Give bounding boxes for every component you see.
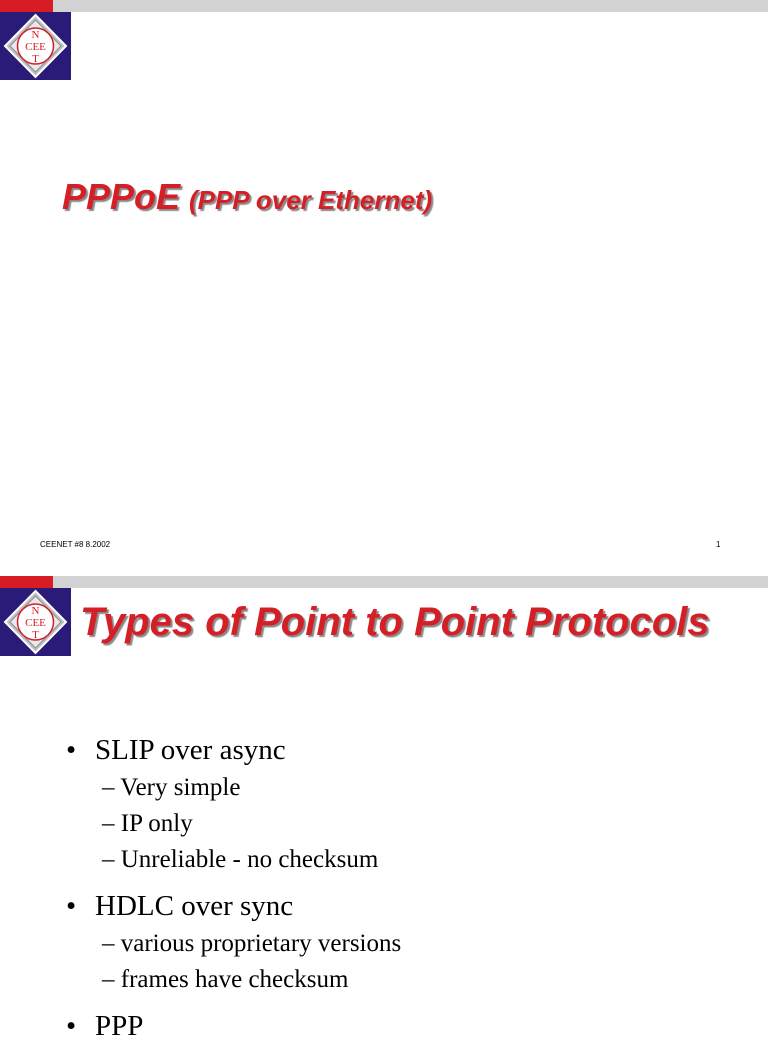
bullet-item bbox=[66, 732, 401, 878]
bullet-text: PPP bbox=[95, 1010, 144, 1042]
bullet-item bbox=[66, 888, 401, 998]
title-main: PPPoE bbox=[62, 176, 181, 217]
sub-bullet-item: – IP only bbox=[102, 810, 193, 837]
bullet-item bbox=[66, 1008, 401, 1044]
bullet-dot-icon: • bbox=[66, 734, 77, 766]
logo-emblem-icon bbox=[0, 12, 71, 80]
title-sub: (PPP over Ethernet) bbox=[188, 185, 433, 215]
sub-bullet-list bbox=[66, 926, 401, 998]
logo-letter-top: N bbox=[31, 605, 40, 617]
bullet-text: SLIP over async bbox=[95, 734, 286, 766]
logo-letter-middle: CEE bbox=[25, 41, 46, 53]
sub-bullet-item: – Unreliable - no checksum bbox=[102, 846, 379, 873]
footer-text: CEENET #8 8.2002 bbox=[40, 540, 111, 549]
top-bar-accent bbox=[0, 576, 53, 588]
ceenet-logo bbox=[0, 588, 71, 656]
ceenet-logo bbox=[0, 12, 71, 80]
sub-bullet-item: – various proprietary versions bbox=[102, 930, 402, 957]
page-number: 1 bbox=[716, 540, 721, 549]
logo-emblem-icon bbox=[0, 588, 71, 656]
bullet-list bbox=[66, 732, 401, 1044]
sub-bullet-list bbox=[66, 770, 401, 878]
slide-1-title bbox=[62, 176, 432, 218]
bullet-text: HDLC over sync bbox=[95, 890, 294, 922]
logo-letter-middle: CEE bbox=[25, 617, 46, 629]
top-bar bbox=[0, 576, 768, 588]
logo-letter-top: N bbox=[31, 29, 40, 41]
logo-letter-bottom: T bbox=[32, 629, 39, 641]
top-bar-accent bbox=[0, 0, 53, 12]
bullet-dot-icon: • bbox=[66, 1010, 77, 1042]
bullet-dot-icon: • bbox=[66, 890, 77, 922]
sub-bullet-item: – Very simple bbox=[102, 774, 241, 801]
top-bar bbox=[0, 0, 768, 12]
slide-2-title: Types of Point to Point Protocols bbox=[80, 600, 710, 644]
sub-bullet-item: – frames have checksum bbox=[102, 966, 349, 993]
logo-letter-bottom: T bbox=[32, 53, 39, 65]
slide-2 bbox=[0, 576, 768, 1042]
